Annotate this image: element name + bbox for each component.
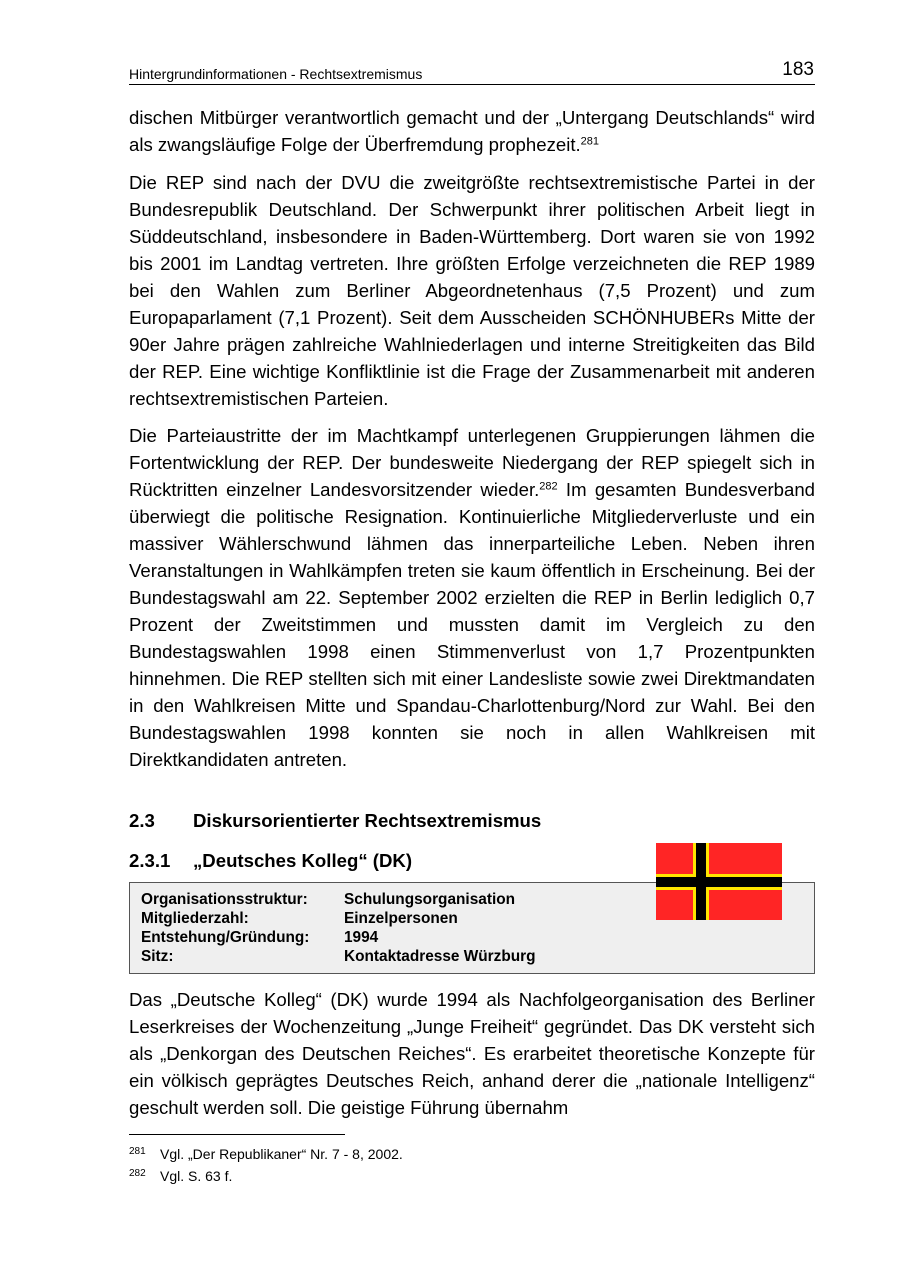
footnote-text: Vgl. „Der Republikaner“ Nr. 7 - 8, 2002. xyxy=(160,1146,403,1162)
footnote-ref-281[interactable]: 281 xyxy=(580,135,600,148)
footnote-number: 282 xyxy=(129,1168,146,1179)
paragraph-3-text-b: Im gesamten Bundesverband überwiegt die politische Resignation. Kontinuierliche Mitgliederverluste und ein massiver Wählerschwund lähmen das innerparteiliche Leben. Neben ihren Veranstaltungen in Wahlkämpfen treten sie kaum öffentlich in Erscheinung. Bei der Bundestagswahl am 22. September 2002 erzielten die REP in Berlin lediglich 0,7 Prozent der Zweitstimmen und mussten damit im Vergleich zu den Bundestagswahlen 1998 einen Stimmenverlust von 1,7 Prozentpunkten hinnehmen. Die REP stellten sich mit einer Landesliste sowie zwei Direktmandaten in den Wahlkreisen Mitte und Spandau-Charlottenburg/Nord zur Wahl. Bei den Bundestagswahlen 1998 konnten sie noch in allen Wahlkreisen mit Direktkandidaten antreten. xyxy=(129,479,815,770)
info-label: Sitz: xyxy=(141,948,174,965)
info-value: Schulungsorganisation xyxy=(344,891,516,908)
flag-image xyxy=(656,843,782,920)
info-value: 1994 xyxy=(344,929,379,946)
info-label: Mitgliederzahl: xyxy=(141,910,249,927)
info-row-members xyxy=(141,909,458,928)
info-row-seat xyxy=(141,947,536,966)
paragraph-4: Das „Deutsche Kolleg“ (DK) wurde 1994 als Nachfolgeorganisation des Berliner Leserkreises der Wochenzeitung „Junge Freiheit“ gegründet. Das DK versteht sich als „Denkorgan des Deutschen Reiches“. Es erarbeitet theoretische Konzepte für ein völkisch geprägtes Deutsches Reich, anhand derer die „nationale Intelligenz“ geschult werden soll. Die geistige Führung übernahm xyxy=(129,989,815,1118)
footnote-282 xyxy=(129,1168,232,1184)
subsection-title: „Deutsches Kolleg“ (DK) xyxy=(193,850,413,871)
paragraph-2: Die REP sind nach der DVU die zweitgrößte rechtsextremistische Partei in der Bundesrepublik Deutschland. Der Schwerpunkt ihrer politischen Arbeit liegt in Süddeutschland, insbesondere in Baden-Württemberg. Dort waren sie von 1992 bis 2001 im Landtag vertreten. Ihre größten Erfolge verzeichneten die REP 1989 bei den Wahlen zum Berliner Abgeordnetenhaus (7,5 Prozent) und zum Europaparlament (7,1 Prozent). Seit dem Ausscheiden SCHÖNHUBERs Mitte der 90er Jahre prägen zahlreiche Wahlniederlagen und interne Streitigkeiten das Bild der REP. Eine wichtige Konfliktlinie ist die Frage der Zusammenarbeit mit anderen rechtsextremistischen Parteien. xyxy=(129,172,815,409)
section-title: Diskursorientierter Rechtsextremismus xyxy=(193,810,542,831)
paragraph-3 xyxy=(129,422,815,773)
footnote-ref-282[interactable]: 282 xyxy=(539,480,558,493)
info-label: Organisationsstruktur: xyxy=(141,891,308,908)
footnote-divider xyxy=(129,1134,345,1135)
subsection-number: 2.3.1 xyxy=(129,850,171,871)
subsection-heading xyxy=(129,850,412,872)
info-value: Kontaktadresse Würzburg xyxy=(344,948,536,965)
paragraph-3-text-a: Die Parteiaustritte der im Machtkampf unterlegenen Gruppierungen lähmen die Fortentwicklung der REP. Der bundesweite Niedergang der REP spiegelt sich in Rücktritten einzelner Landesvorsitzender wieder. xyxy=(129,425,815,500)
footnote-281 xyxy=(129,1146,403,1162)
section-heading xyxy=(129,810,541,832)
info-row-founded xyxy=(141,928,378,947)
info-value: Einzelpersonen xyxy=(344,910,458,927)
section-number: 2.3 xyxy=(129,810,155,831)
paragraph-1 xyxy=(129,104,815,158)
paragraph-1-text: dischen Mitbürger verantwortlich gemacht und der „Untergang Deutschlands“ wird als zwangsläufige Folge der Überfremdung prophezeit. xyxy=(129,107,815,155)
info-label: Entstehung/Gründung: xyxy=(141,929,310,946)
footnote-text: Vgl. S. 63 f. xyxy=(160,1168,233,1184)
info-row-structure xyxy=(141,890,515,909)
running-header-title: Hintergrundinformationen - Rechtsextremismus xyxy=(129,66,423,82)
page-header xyxy=(129,58,815,85)
flag-cross-horizontal xyxy=(656,877,782,887)
page-number: 183 xyxy=(782,59,814,80)
footnote-number: 281 xyxy=(129,1146,146,1157)
